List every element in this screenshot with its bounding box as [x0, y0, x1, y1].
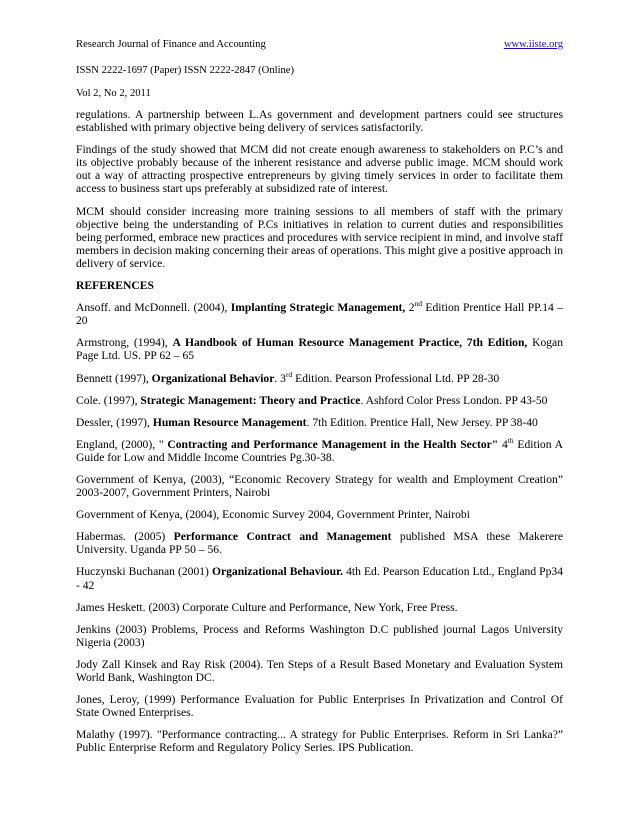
reference-entry: Government of Kenya, (2004), Economic Survey 2004, Government Printer, Nairobi	[76, 508, 470, 522]
reference-entry: Jenkins (2003) Problems, Process and Reforms Washington D.C published journal Lagos University Nigeria (2003)	[76, 622, 563, 649]
issn-line: ISSN 2222-1697 (Paper) ISSN 2222-2847 (Online)	[76, 65, 295, 76]
journal-title: Research Journal of Finance and Accounting	[76, 39, 266, 50]
document-body	[76, 108, 563, 763]
reference-entry: Huczynski Buchanan (2001) Organizational Behaviour. 4th Ed. Pearson Education Ltd., England Pp34 - 42	[76, 565, 563, 592]
reference-entry: Government of Kenya, (2003), “Economic Recovery Strategy for wealth and Employment Creation” 2003-2007, Government Printers, Nairobi	[76, 472, 563, 500]
reference-entry: England, (2000), " Contracting and Performance Management in the Health Sector" 4th Edition A Guide for Low and Middle Income Countries Pg.30-38.	[76, 435, 563, 464]
body-paragraph: regulations. A partnership between L.As government and development partners could see structures established with primary objective being delivery of services satisfactorily.	[76, 108, 563, 135]
references-list	[76, 301, 563, 754]
reference-entry: Habermas. (2005) Performance Contract and Management published MSA these Makerere University. Uganda PP 50 – 56.	[76, 530, 563, 557]
reference-entry: James Heskett. (2003) Corporate Culture and Performance, New York, Free Press.	[76, 600, 458, 614]
reference-entry: Ansoff. and McDonnell. (2004), Implanting Strategic Management, 2nd Edition Prentice Hall PP.14 – 20	[76, 299, 563, 328]
body-paragraph: MCM should consider increasing more training sessions to all members of staff with the primary objective being the understanding of P.Cs initiatives in relation to current duties and responsibilities being performed, embrace new practices and procedures with service recipient in mind, and involve staff members in decision making concerning their areas of operations. This might give a positive approach in delivery of service.	[76, 204, 563, 270]
reference-entry: Jones, Leroy, (1999) Performance Evaluation for Public Enterprises In Privatization and Control Of State Owned Enterprises.	[76, 693, 563, 720]
reference-entry: Bennett (1997), Organizational Behavior. 3rd Edition. Pearson Professional Ltd. PP 28-30	[76, 369, 500, 385]
references-heading: REFERENCES	[76, 279, 154, 293]
reference-entry: Jody Zall Kinsek and Ray Risk (2004). Ten Steps of a Result Based Monetary and Evaluation System World Bank, Washington DC.	[76, 657, 563, 684]
reference-entry: Dessler, (1997), Human Resource Management. 7th Edition. Prentice Hall, New Jersey. PP 38-40	[76, 415, 538, 429]
reference-entry: Malathy (1997). "Performance contracting... A strategy for Public Enterprises. Reform in Sri Lanka?” Public Enterprise Reform and Regulatory Policy Series. IPS Publication.	[76, 728, 563, 755]
volume-line: Vol 2, No 2, 2011	[76, 88, 151, 99]
journal-url-link[interactable]: www.iiste.org	[503, 39, 563, 50]
reference-entry: Armstrong, (1994), A Handbook of Human Resource Management Practice, 7th Edition, Kogan Page Ltd. US. PP 62 – 65	[76, 336, 563, 363]
body-paragraph: Findings of the study showed that MCM did not create enough awareness to stakeholders on P.C’s and its objective probably because of the inherent resistance and adverse public image. MCM should work out a way of attracting prospective entrepreneurs by giving timely services in order to facilitate them access to business start ups preferably at subsidized rate of interest.	[76, 143, 563, 196]
reference-entry: Cole. (1997), Strategic Management: Theory and Practice. Ashford Color Press London. PP 43-50	[76, 393, 548, 407]
